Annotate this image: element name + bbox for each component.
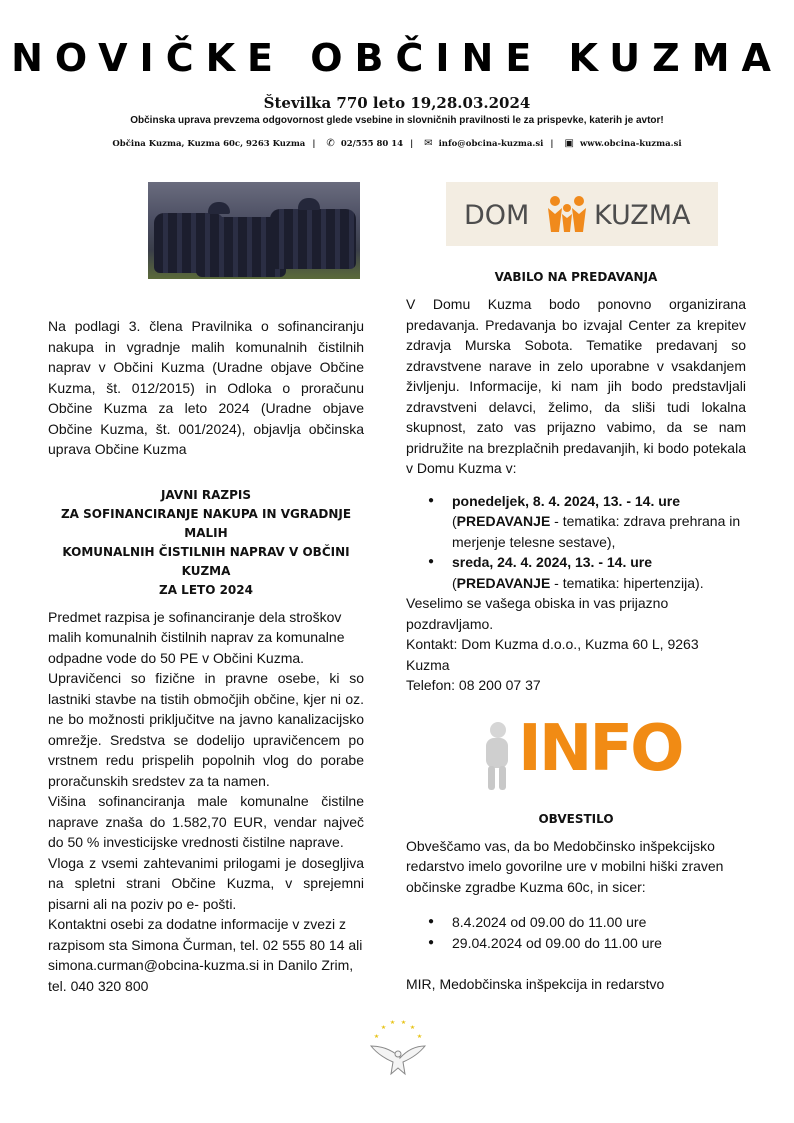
tender-title-line: JAVNI RAZPIS <box>160 487 252 502</box>
separator: | <box>550 139 554 149</box>
dove-icon <box>371 1046 425 1074</box>
dom-kuzma-logo <box>446 182 718 246</box>
tank-cap <box>298 198 320 210</box>
tender-intro: Na podlagi 3. člena Pravilnika o sofinanciranju nakupa in vgradnje malih komunalnih čistilnih naprav v Občini Kuzma (Uradne objave Občine Kuzma, št. 012/2015) in Odloka o proračunu Občine Kuzma za leto 2024 (Uradne objave Občine Kuzma, št. 001/2024), objavlja občinska uprava Občine Kuzma <box>48 318 364 457</box>
septic-tank-photo <box>148 182 360 279</box>
vabilo-title: VABILO NA PREDAVANJA <box>494 270 658 284</box>
paren: ( <box>452 574 457 591</box>
email-icon: ✉ <box>424 138 433 149</box>
office-hours-list <box>406 912 746 953</box>
tender-title-line: ZA SOFINANCIRANJE NAKUPA IN VGRADNJE MALIH <box>60 506 352 540</box>
vabilo-contact: Kontakt: Dom Kuzma d.o.o., Kuzma 60 L, 9263 Kuzma <box>406 636 699 673</box>
email-link[interactable]: info@obcina-kuzma.si <box>438 139 544 149</box>
obvestilo-title: OBVESTILO <box>538 811 614 826</box>
contact-bar <box>0 138 794 149</box>
logo-word-dom: DOM <box>464 200 530 231</box>
obvestilo-text: Obveščamo vas, da bo Medobčinsko inšpekcijsko redarstvo imelo govorilne ure v mobilni hiški zraven občinske zgradbe Kuzma 60c, in sicer: <box>406 837 724 895</box>
newsletter-masthead: NOVIČKE OBČINE KUZMA <box>11 36 783 80</box>
municipality-emblem <box>367 1016 429 1078</box>
figure-leg <box>488 766 495 790</box>
lecture-topic: - tematika: hipertenzija). <box>550 574 704 591</box>
lecture-topic: - tematika: zdrava prehrana in merjenje telesne sestave), <box>452 513 741 550</box>
separator: | <box>312 139 316 149</box>
address: Občina Kuzma, Kuzma 60c, 9263 Kuzma <box>112 139 306 149</box>
family-icon <box>546 194 588 234</box>
tender-contacts: Kontaktni osebi za dodatne informacije v zvezi z razpisom sta Simona Čurman, tel. 02 555 80 14 ali simona.curman@obcina-kuzma.si in Danilo Zrim, tel. 040 320 800 <box>48 916 363 994</box>
website-link[interactable]: www.obcina-kuzma.si <box>579 139 682 149</box>
stars-icon <box>374 1020 422 1038</box>
lecture-item <box>452 491 746 553</box>
lecture-list <box>406 491 746 594</box>
office-hours-item: ● 8.4.2024 od 09.00 do 11.00 ure <box>452 912 746 933</box>
separator: | <box>410 139 414 149</box>
lecture-date: sreda, 24. 4. 2024, 13. - 14. ure <box>452 554 653 570</box>
figure-leg <box>499 766 506 790</box>
tender-application: Vloga z vsemi zahtevanimi prilogami je dosegljiva na spletni strani Občine Kuzma, v sprejemni pisarni ali na poziv po e- pošti. <box>48 854 364 912</box>
web-icon: ▣ <box>564 138 574 149</box>
info-word: INFO <box>518 711 682 786</box>
lecture-label: PREDAVANJE <box>456 513 551 529</box>
logo-word-kuzma: KUZMA <box>594 200 691 231</box>
tank-shape <box>270 209 356 269</box>
issue-number: Številka 770 leto 19,28.03.2024 <box>263 94 531 112</box>
lecture-item <box>452 552 746 593</box>
tank-cap <box>208 202 230 214</box>
tender-title-line: KOMUNALNIH ČISTILNIH NAPRAV V OBČINI KUZMA <box>62 544 350 578</box>
vabilo-phone: Telefon: 08 200 07 37 <box>406 677 541 693</box>
tender-subject: Predmet razpisa je sofinanciranje dela stroškov malih komunalnih čistilnih naprav za komunalne odpadne vode do 50 PE v Občini Kuzma. <box>48 608 345 666</box>
phone-icon: ✆ <box>326 138 335 149</box>
lecture-date: ponedeljek, 8. 4. 2024, 13. - 14. ure <box>452 492 681 509</box>
tender-title <box>48 486 364 600</box>
lecture-label: PREDAVANJE <box>456 574 551 591</box>
disclaimer: Občinska uprava prevzema odgovornost glede vsebine in slovničnih pravilnosti le za prispevke, katerih je avtor! <box>130 115 664 126</box>
vabilo-text: V Domu Kuzma bodo ponovno organizirana predavanja. Predavanja bo izvajal Center za krepitev zdravja Murska Sobota. Tematike predavanj so zdravstvene narave in zelo uporabne v vsakdanjem življenju. Informacije, ki nam jih bodo predstavljali zdravstveni delavci, želimo, da sliši tudi lokalna skupnost, zato vas prijazno vabimo, da se nam pridružite na brezplačnih predavanjih, ki bodo potekala v Domu Kuzma v: <box>406 296 746 476</box>
signature: MIR, Medobčinska inšpekcija in redarstvo <box>406 976 665 992</box>
figure-body <box>486 738 508 768</box>
paren: ( <box>452 513 457 529</box>
tender-title-line: ZA LETO 2024 <box>159 582 253 597</box>
tender-amount: Višina sofinanciranja male komunalne čistilne naprave znaša do 1.582,70 EUR, vendar največ do 50 % investicijske vrednosti čistilne naprave. <box>48 793 364 850</box>
vabilo-closing: Veselimo se vašega obiska in vas prijazno pozdravljamo. <box>406 595 669 632</box>
figure-head <box>490 722 506 738</box>
left-column <box>48 182 364 996</box>
info-graphic <box>480 710 682 792</box>
right-column <box>406 182 746 995</box>
office-hours-item: ● 29.04.2024 od 09.00 do 11.00 ure <box>452 933 746 954</box>
phone-number: 02/555 80 14 <box>340 139 404 149</box>
tender-eligibility: Upravičenci so fizične in pravne osebe, ki so lastniki stavbe na tistih območjih občine, kjer ni oz. ne bo možnosti priključitve na javno kanalizacijsko omrežje. Sredstva se dodelijo upravičencem po vrstnem redu prispelih popolnih vlog do porabe proračunskih sredstev za ta namen. <box>48 670 364 789</box>
